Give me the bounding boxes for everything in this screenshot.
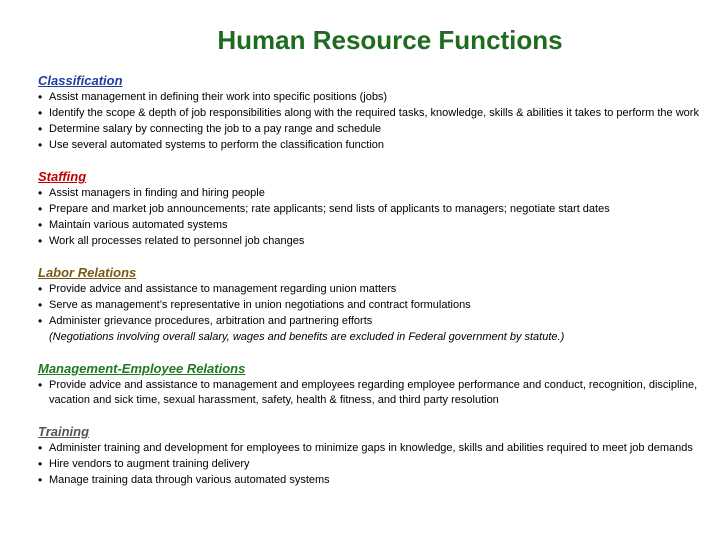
list-item-text: Provide advice and assistance to management regarding union matters — [49, 283, 397, 295]
list-item — [38, 282, 710, 297]
bullet-dot-icon: • — [38, 378, 43, 392]
bullet-dot-icon: • — [38, 282, 43, 296]
section-heading: Training — [38, 424, 90, 439]
bullet-dot-icon: • — [38, 106, 43, 120]
bullet-dot-icon: • — [38, 90, 43, 104]
list-item-text: Serve as management’s representative in union negotiations and contract formulations — [49, 299, 471, 311]
section-heading: Labor Relations — [38, 265, 137, 280]
section-note: (Negotiations involving overall salary, wages and benefits are excluded in Federal government by statute.) — [49, 331, 565, 343]
list-item — [38, 314, 710, 329]
list-item-text: Work all processes related to personnel job changes — [49, 235, 305, 247]
bullet-dot-icon: • — [38, 314, 43, 328]
bullet-dot-icon: • — [38, 186, 43, 200]
list-item — [38, 186, 710, 201]
list-item — [38, 298, 710, 313]
list-item — [38, 378, 710, 408]
bullet-dot-icon: • — [38, 234, 43, 248]
section-heading: Staffing — [38, 169, 87, 184]
bullet-dot-icon: • — [38, 218, 43, 232]
list-item-text: Assist managers in finding and hiring people — [49, 187, 265, 199]
list-item — [38, 90, 710, 105]
bullet-dot-icon: • — [38, 473, 43, 487]
list-item — [38, 106, 710, 121]
bullet-dot-icon: • — [38, 202, 43, 216]
bullet-dot-icon: • — [38, 298, 43, 312]
list-item-text: Provide advice and assistance to management and employees regarding employee performance and conduct, recognition, discipline, vacation and sick time, sexual harassment, safety, health & fitness, and third party resolution — [49, 379, 698, 406]
section-management-employee-relations — [38, 360, 710, 408]
list-item-text: Prepare and market job announcements; rate applicants; send lists of applicants to managers; negotiate start dates — [49, 203, 610, 215]
list-item-text: Determine salary by connecting the job to a pay range and schedule — [49, 123, 382, 135]
section-labor-relations — [38, 264, 710, 345]
list-item — [38, 122, 710, 137]
list-item — [38, 234, 710, 249]
section-classification — [38, 72, 710, 153]
list-item — [38, 138, 710, 153]
bullet-dot-icon: • — [38, 457, 43, 471]
list-item-text: Administer grievance procedures, arbitration and partnering efforts — [49, 315, 373, 327]
section-heading: Classification — [38, 73, 123, 88]
slide-content — [38, 72, 710, 503]
list-item-text: Use several automated systems to perform the classification function — [49, 139, 385, 151]
list-item — [38, 473, 710, 488]
list-item-text: Manage training data through various automated systems — [49, 474, 330, 486]
list-item-text: Hire vendors to augment training delivery — [49, 458, 250, 470]
list-item-text: Assist management in defining their work into specific positions (jobs) — [49, 91, 388, 103]
list-item-text: Identify the scope & depth of job responsibilities along with the required tasks, knowledge, skills & abilities it takes to perform the work — [49, 107, 699, 119]
bullet-dot-icon: • — [38, 441, 43, 455]
bullet-dot-icon: • — [38, 122, 43, 136]
page-title: Human Resource Functions — [217, 25, 563, 55]
bullet-dot-icon: • — [38, 138, 43, 152]
list-item — [38, 441, 710, 456]
list-item — [38, 202, 710, 217]
list-item-text: Maintain various automated systems — [49, 219, 228, 231]
list-item — [38, 457, 710, 472]
list-item-text: Administer training and development for employees to minimize gaps in knowledge, skills and abilities required to meet job demands — [49, 442, 693, 454]
section-heading: Management-Employee Relations — [38, 361, 246, 376]
list-item — [38, 218, 710, 233]
section-training — [38, 423, 710, 488]
section-staffing — [38, 168, 710, 249]
